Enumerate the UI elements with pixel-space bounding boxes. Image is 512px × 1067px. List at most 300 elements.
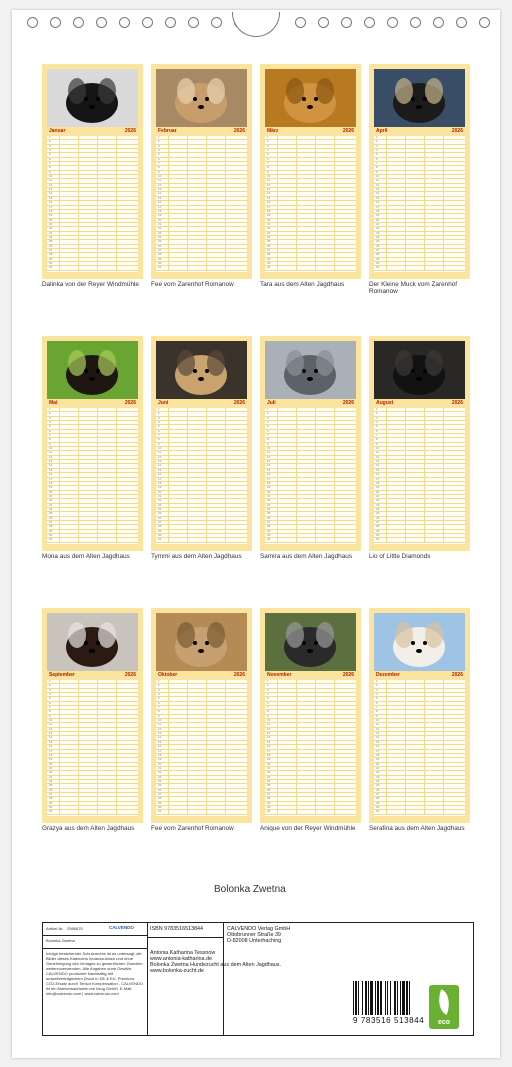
day-row: 6 — [156, 158, 247, 162]
day-row: 1 — [374, 408, 465, 412]
day-row: 25 — [265, 240, 356, 244]
day-row: 7 — [47, 434, 138, 438]
day-row: 26 — [47, 517, 138, 521]
day-row: 24 — [156, 508, 247, 512]
day-row: 18 — [156, 210, 247, 214]
dog-photo — [265, 341, 356, 399]
day-row: 21 — [265, 223, 356, 227]
month-year: 2026 — [342, 128, 354, 134]
month-name: Mai — [49, 400, 58, 406]
day-row: 26 — [374, 517, 465, 521]
day-row: 15 — [265, 741, 356, 745]
day-row: 20 — [374, 763, 465, 767]
day-row: 8 — [156, 166, 247, 170]
day-row: 18 — [374, 482, 465, 486]
month-name: Februar — [158, 128, 177, 134]
month-card — [151, 336, 252, 551]
day-row: 9 — [265, 171, 356, 175]
day-row: 20 — [47, 219, 138, 223]
day-grid — [156, 136, 247, 272]
day-row: 29 — [265, 802, 356, 806]
day-row: 8 — [265, 166, 356, 170]
day-row: 18 — [265, 754, 356, 758]
day-row: 12 — [47, 728, 138, 732]
month-name: Juni — [158, 400, 169, 406]
dog-photo — [156, 613, 247, 671]
day-row: 22 — [156, 499, 247, 503]
day-row: 20 — [47, 491, 138, 495]
day-row: 28 — [374, 797, 465, 801]
day-row: 18 — [156, 754, 247, 758]
day-row: 15 — [374, 197, 465, 201]
day-row: 22 — [47, 499, 138, 503]
day-row: 29 — [47, 258, 138, 262]
isbn: ISBN 9783516513844 — [150, 926, 204, 932]
day-row: 30 — [47, 262, 138, 266]
day-row: 22 — [47, 227, 138, 231]
day-row: 12 — [156, 728, 247, 732]
day-row: 9 — [374, 443, 465, 447]
day-row: 25 — [156, 240, 247, 244]
day-row: 26 — [47, 245, 138, 249]
day-row: 7 — [265, 434, 356, 438]
day-row: 24 — [374, 508, 465, 512]
day-row: 2 — [156, 140, 247, 144]
month-year: 2026 — [124, 128, 136, 134]
day-row: 31 — [374, 266, 465, 270]
month-header — [265, 671, 356, 679]
month-card — [42, 608, 143, 823]
day-row: 15 — [374, 469, 465, 473]
day-row: 16 — [374, 473, 465, 477]
day-row: 18 — [374, 754, 465, 758]
day-row: 24 — [374, 780, 465, 784]
day-row: 21 — [265, 767, 356, 771]
day-row: 13 — [47, 188, 138, 192]
day-row: 6 — [265, 430, 356, 434]
day-row: 9 — [47, 171, 138, 175]
day-row: 5 — [265, 425, 356, 429]
dog-caption: Serafina aus dem Alten Jagdhaus — [369, 825, 465, 832]
day-row: 30 — [156, 262, 247, 266]
day-row: 29 — [265, 530, 356, 534]
day-row: 16 — [156, 201, 247, 205]
day-row: 2 — [47, 412, 138, 416]
day-row: 29 — [47, 530, 138, 534]
day-row: 20 — [156, 219, 247, 223]
day-row: 23 — [265, 504, 356, 508]
day-row: 27 — [156, 793, 247, 797]
day-row: 23 — [265, 776, 356, 780]
day-row: 22 — [156, 227, 247, 231]
day-row: 31 — [156, 810, 247, 814]
day-row: 30 — [265, 262, 356, 266]
month-year: 2026 — [342, 400, 354, 406]
day-row: 31 — [374, 810, 465, 814]
day-row: 5 — [374, 153, 465, 157]
day-row: 12 — [156, 184, 247, 188]
day-grid — [374, 680, 465, 816]
day-row: 18 — [47, 754, 138, 758]
month-year: 2026 — [233, 400, 245, 406]
day-row: 7 — [47, 706, 138, 710]
day-row: 10 — [374, 719, 465, 723]
day-row: 31 — [265, 538, 356, 542]
day-row: 9 — [156, 715, 247, 719]
day-row: 16 — [156, 745, 247, 749]
day-row: 4 — [156, 149, 247, 153]
month-card — [151, 608, 252, 823]
day-row: 5 — [265, 153, 356, 157]
day-row: 27 — [374, 793, 465, 797]
day-row: 1 — [47, 136, 138, 140]
day-row: 6 — [265, 158, 356, 162]
day-row: 15 — [47, 197, 138, 201]
day-row: 27 — [374, 521, 465, 525]
day-row: 5 — [156, 153, 247, 157]
imprint-col-left — [43, 923, 148, 1035]
day-row: 20 — [47, 763, 138, 767]
calvendo-logo: CALVENDO — [109, 925, 134, 930]
day-row: 17 — [47, 750, 138, 754]
artikel-label: Artikel-Nr. — [46, 926, 64, 931]
day-row: 10 — [156, 719, 247, 723]
day-row: 27 — [265, 793, 356, 797]
day-row: 25 — [374, 512, 465, 516]
day-row: 24 — [374, 236, 465, 240]
day-row: 22 — [156, 771, 247, 775]
day-row: 21 — [265, 495, 356, 499]
day-row: 4 — [156, 693, 247, 697]
day-row: 30 — [47, 534, 138, 538]
month-header — [156, 671, 247, 679]
day-row: 27 — [156, 521, 247, 525]
day-row: 14 — [156, 192, 247, 196]
day-row: 3 — [47, 145, 138, 149]
dog-photo — [47, 341, 138, 399]
day-row: 7 — [156, 434, 247, 438]
day-row: 10 — [47, 719, 138, 723]
day-row: 11 — [265, 179, 356, 183]
legal-text: Infolge bestehender Schutzrechte ist es untersagt, die Bilder dieses Kalenders herauszulösen und ohne Genehmigung des Verlages zu gewerblichen Zwecken weiterzuverwenden. Alle Angaben ohne Gewähr. CALVENDO produziert Nachhaltig mit umweltverträglichem Druck in DE & EU. Premium-CO2-Ersatz durch Tensor Kompensation - CALVENDO ist ein Markennachweis von Ifzug GmbH. E-Mail: info@calvendo.com | www.calvendo.com — [46, 951, 144, 996]
day-row: 14 — [374, 192, 465, 196]
day-row: 15 — [47, 469, 138, 473]
day-row: 28 — [156, 797, 247, 801]
day-row: 12 — [265, 728, 356, 732]
day-row: 6 — [374, 430, 465, 434]
day-row: 29 — [374, 530, 465, 534]
day-row: 23 — [374, 776, 465, 780]
dog-photo — [156, 341, 247, 399]
day-row: 9 — [47, 715, 138, 719]
day-row: 9 — [156, 171, 247, 175]
month-name: September — [49, 672, 75, 678]
day-row: 6 — [156, 702, 247, 706]
day-row: 12 — [47, 184, 138, 188]
month-name: März — [267, 128, 279, 134]
day-row: 24 — [265, 508, 356, 512]
day-row: 25 — [47, 240, 138, 244]
day-row: 1 — [374, 680, 465, 684]
day-row: 5 — [374, 697, 465, 701]
day-row: 19 — [265, 486, 356, 490]
day-row: 17 — [156, 478, 247, 482]
day-row: 16 — [47, 201, 138, 205]
day-row: 23 — [156, 504, 247, 508]
day-grid — [47, 680, 138, 816]
day-row: 29 — [374, 258, 465, 262]
day-row: 6 — [374, 702, 465, 706]
day-row: 5 — [47, 153, 138, 157]
day-row: 25 — [156, 512, 247, 516]
day-row: 12 — [265, 456, 356, 460]
day-row: 23 — [47, 504, 138, 508]
dog-photo — [374, 613, 465, 671]
day-row: 31 — [47, 266, 138, 270]
day-row: 28 — [265, 525, 356, 529]
day-row: 30 — [265, 534, 356, 538]
day-row: 3 — [47, 417, 138, 421]
day-row: 7 — [374, 434, 465, 438]
month-card — [260, 336, 361, 551]
day-row: 17 — [156, 750, 247, 754]
day-row: 13 — [156, 732, 247, 736]
day-row: 21 — [374, 223, 465, 227]
day-row: 16 — [47, 473, 138, 477]
eco-label: eco — [437, 1019, 451, 1026]
dog-caption: Anique von der Reyer Windmühle — [260, 825, 356, 832]
month-card — [151, 64, 252, 279]
dog-photo — [374, 69, 465, 127]
day-row: 25 — [374, 240, 465, 244]
month-header — [374, 671, 465, 679]
day-row: 19 — [374, 214, 465, 218]
day-row: 11 — [265, 451, 356, 455]
publisher-city: D-82008 Unterhaching — [227, 938, 282, 944]
day-row: 27 — [374, 249, 465, 253]
day-row: 4 — [374, 693, 465, 697]
day-row: 23 — [374, 504, 465, 508]
day-row: 27 — [156, 249, 247, 253]
dog-caption: Tymmi aus dem Alten Jagdhaus — [151, 553, 242, 560]
day-row: 19 — [265, 758, 356, 762]
month-name: August — [376, 400, 394, 406]
day-row: 26 — [265, 517, 356, 521]
day-row: 24 — [47, 508, 138, 512]
day-row: 2 — [47, 140, 138, 144]
month-header — [156, 127, 247, 135]
day-grid — [265, 136, 356, 272]
day-row: 19 — [47, 486, 138, 490]
month-header — [156, 399, 247, 407]
day-row: 7 — [374, 706, 465, 710]
day-row: 15 — [47, 741, 138, 745]
day-row: 29 — [156, 258, 247, 262]
product-title: Bolonka Zwetna — [46, 938, 75, 943]
day-row: 28 — [156, 525, 247, 529]
day-row: 24 — [47, 236, 138, 240]
day-row: 19 — [156, 758, 247, 762]
day-row: 9 — [265, 443, 356, 447]
day-row: 20 — [156, 491, 247, 495]
day-row: 17 — [265, 750, 356, 754]
day-row: 6 — [374, 158, 465, 162]
dog-photo — [47, 69, 138, 127]
month-year: 2026 — [451, 400, 463, 406]
day-row: 4 — [374, 149, 465, 153]
day-row: 28 — [374, 525, 465, 529]
month-card — [369, 336, 470, 551]
day-row: 26 — [374, 245, 465, 249]
day-row: 14 — [47, 192, 138, 196]
day-row: 13 — [374, 188, 465, 192]
author-website-2: www.bolonka-zucht.de — [150, 968, 204, 974]
month-header — [47, 127, 138, 135]
day-row: 25 — [47, 784, 138, 788]
day-row: 3 — [374, 145, 465, 149]
day-row: 6 — [47, 702, 138, 706]
day-row: 14 — [265, 192, 356, 196]
day-row: 19 — [265, 214, 356, 218]
day-row: 11 — [47, 451, 138, 455]
artikel-number: 2566675 — [67, 926, 83, 931]
day-grid — [265, 408, 356, 544]
day-row: 14 — [374, 464, 465, 468]
day-row: 18 — [156, 482, 247, 486]
day-row: 8 — [265, 438, 356, 442]
day-row: 21 — [47, 495, 138, 499]
month-name: Januar — [49, 128, 66, 134]
day-row: 4 — [265, 149, 356, 153]
month-header — [47, 399, 138, 407]
day-row: 11 — [265, 723, 356, 727]
day-row: 5 — [156, 697, 247, 701]
month-card — [369, 64, 470, 279]
day-row: 28 — [265, 253, 356, 257]
day-row: 28 — [47, 253, 138, 257]
day-grid — [374, 408, 465, 544]
month-header — [47, 671, 138, 679]
day-row: 7 — [265, 162, 356, 166]
eco-badge — [429, 985, 459, 1029]
day-row: 26 — [156, 517, 247, 521]
day-row: 17 — [156, 206, 247, 210]
day-row: 30 — [265, 806, 356, 810]
dog-caption: Tara aus dem Alten Jagdhaus — [260, 281, 345, 288]
author-website: www.antonia-katharina.de — [150, 956, 213, 962]
day-row: 20 — [265, 219, 356, 223]
day-row: 10 — [265, 447, 356, 451]
day-row: 11 — [156, 179, 247, 183]
day-row: 31 — [265, 810, 356, 814]
day-row: 3 — [156, 689, 247, 693]
month-card — [42, 64, 143, 279]
day-row: 5 — [47, 697, 138, 701]
day-row: 18 — [265, 210, 356, 214]
day-row: 19 — [374, 758, 465, 762]
day-row: 1 — [156, 680, 247, 684]
day-row: 1 — [265, 136, 356, 140]
day-row: 30 — [156, 806, 247, 810]
day-row: 3 — [156, 417, 247, 421]
dog-photo — [47, 613, 138, 671]
day-row: 27 — [265, 521, 356, 525]
day-row: 18 — [47, 482, 138, 486]
day-row: 12 — [374, 456, 465, 460]
dog-caption: Fee vom Zarenhof Romanow — [151, 825, 234, 832]
day-row: 5 — [156, 425, 247, 429]
day-row: 25 — [156, 784, 247, 788]
dog-caption: Der Kleine Muck vom Zarenhof Romanow — [369, 281, 458, 296]
day-row: 12 — [374, 728, 465, 732]
day-row: 18 — [265, 482, 356, 486]
day-row: 7 — [374, 162, 465, 166]
day-grid — [265, 680, 356, 816]
day-row: 21 — [47, 767, 138, 771]
day-row: 3 — [265, 417, 356, 421]
day-row: 21 — [156, 495, 247, 499]
day-row: 13 — [265, 460, 356, 464]
author-name: Antonia Katharina Tessnow — [150, 950, 216, 956]
day-row: 17 — [47, 478, 138, 482]
day-row: 3 — [265, 689, 356, 693]
day-row: 11 — [47, 179, 138, 183]
day-row: 4 — [265, 693, 356, 697]
day-row: 24 — [265, 236, 356, 240]
day-row: 22 — [374, 499, 465, 503]
day-row: 10 — [156, 447, 247, 451]
day-row: 17 — [374, 750, 465, 754]
day-row: 7 — [156, 706, 247, 710]
month-name: Oktober — [158, 672, 178, 678]
binding-holes-right — [290, 17, 495, 31]
day-row: 29 — [156, 530, 247, 534]
day-row: 26 — [374, 789, 465, 793]
month-card — [369, 608, 470, 823]
day-row: 9 — [47, 443, 138, 447]
month-card — [260, 608, 361, 823]
month-year: 2026 — [124, 672, 136, 678]
day-row: 19 — [47, 214, 138, 218]
day-row: 4 — [47, 149, 138, 153]
day-row: 3 — [47, 689, 138, 693]
dog-photo — [265, 69, 356, 127]
day-row: 10 — [374, 175, 465, 179]
day-row: 2 — [374, 140, 465, 144]
day-row: 17 — [265, 478, 356, 482]
day-row: 8 — [374, 166, 465, 170]
day-row: 23 — [265, 232, 356, 236]
day-grid — [374, 136, 465, 272]
day-row: 13 — [265, 732, 356, 736]
day-row: 28 — [374, 253, 465, 257]
day-row: 4 — [47, 693, 138, 697]
day-row: 4 — [47, 421, 138, 425]
day-row: 17 — [47, 206, 138, 210]
day-row: 28 — [47, 525, 138, 529]
day-row: 18 — [47, 210, 138, 214]
day-row: 29 — [374, 802, 465, 806]
publisher-name: CALVENDO Verlag GmbH — [227, 926, 291, 932]
calendar-title: Bolonka Zwetna — [214, 884, 286, 895]
day-row: 5 — [47, 425, 138, 429]
day-row: 20 — [265, 763, 356, 767]
day-row: 8 — [374, 438, 465, 442]
day-row: 30 — [156, 534, 247, 538]
day-row: 14 — [156, 464, 247, 468]
day-row: 6 — [156, 430, 247, 434]
day-row: 15 — [265, 469, 356, 473]
